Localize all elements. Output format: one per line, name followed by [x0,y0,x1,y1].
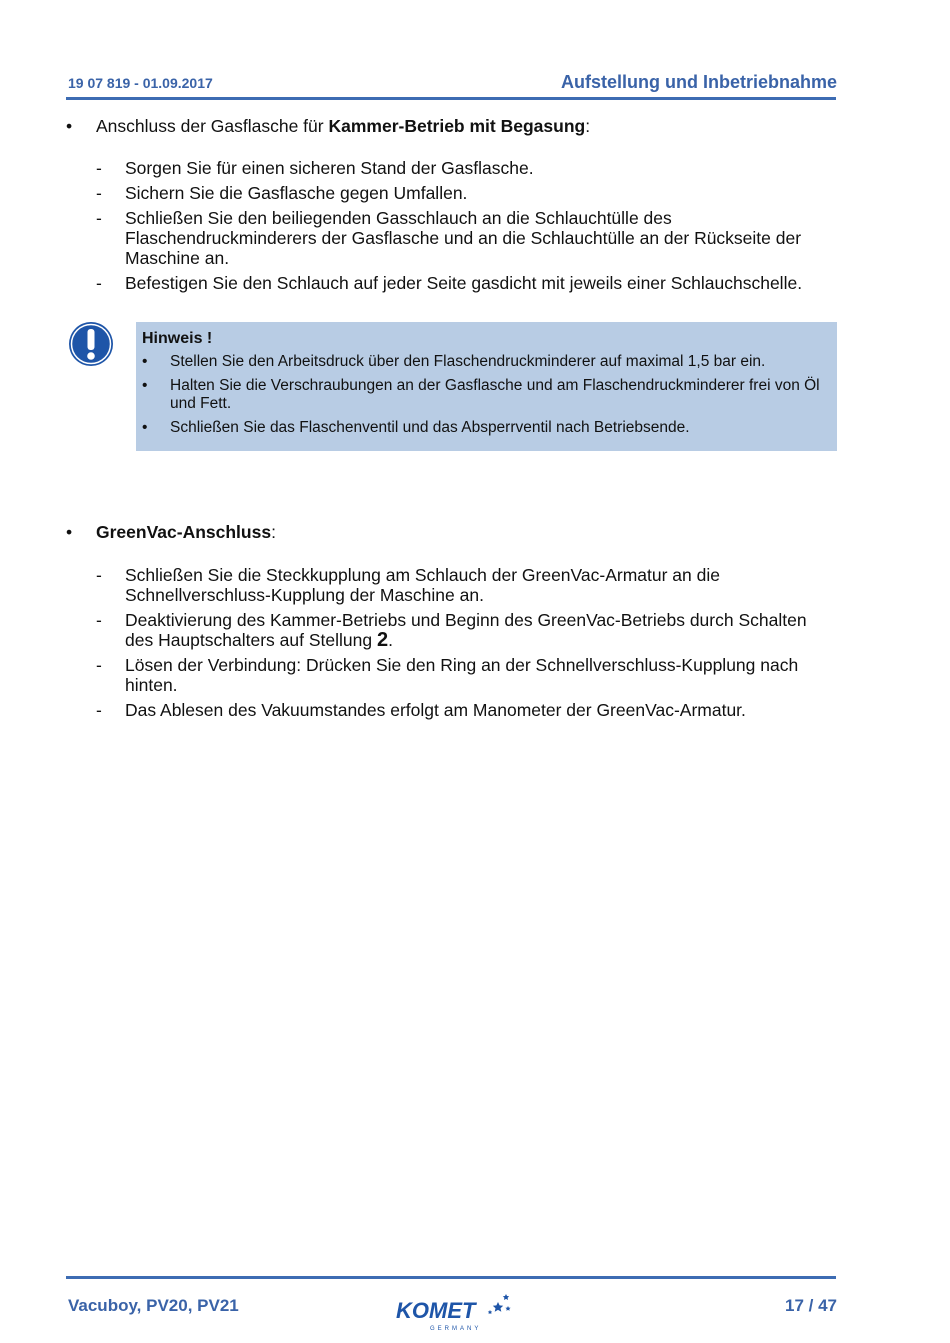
list-item-text: Schließen Sie das Flaschenventil und das Absperrventil nach Betriebsende. [170,419,690,436]
list-item [140,353,830,371]
list-item [96,565,826,605]
list-item [96,158,826,178]
list-item-text: Schließen Sie den beiliegenden Gasschlauch an die Schlauchtülle des Flaschendruckminderers der Gasflasche und an die Schlauchtülle an der Rückseite der Maschine an. [125,208,802,268]
note-title: Hinweis ! [142,330,213,347]
bullet-marker: • [66,522,73,542]
list-item [96,610,826,650]
mandatory-action-icon [68,321,114,367]
dash-marker: - [96,565,102,585]
footer-models: Vacuboy, PV20, PV21 [68,1296,239,1315]
section2-intro-bold: GreenVac-Anschluss [96,522,272,542]
list-item-text: Sichern Sie die Gasflasche gegen Umfallen. [125,183,468,203]
dash-marker: - [96,273,102,293]
list-item-text: Stellen Sie den Arbeitsdruck über den Flaschendruckminderer auf maximal 1,5 bar ein. [170,353,766,370]
list-item-text: Schließen Sie die Steckkupplung am Schlauch der GreenVac-Armatur an die Schnellverschluss-Kupplung der Maschine an. [125,565,720,605]
bullet-marker: • [142,377,148,394]
bullet-marker: • [142,419,148,436]
list-item-text: Lösen der Verbindung: Drücken Sie den Ring an der Schnellverschluss-Kupplung nach hinten. [125,655,799,695]
footer-page-number: 17 / 47 [785,1296,837,1315]
list-item [140,377,830,413]
list-item-text: Befestigen Sie den Schlauch auf jeder Seite gasdicht mit jeweils einer Schlauchschelle. [125,273,803,293]
header-doc-id: 19 07 819 - 01.09.2017 [68,75,213,91]
list-item-suffix: . [388,630,393,650]
list-item [96,273,826,293]
footer-rule [66,1276,836,1279]
list-item [96,183,826,203]
list-item-text: Deaktivierung des Kammer-Betriebs und Beginn des GreenVac-Betriebs durch Schalten des Hauptschalters auf Stellung [125,610,807,650]
dash-marker: - [96,610,102,630]
note-list [140,353,830,443]
section1-intro-suffix: : [585,116,591,136]
dash-marker: - [96,158,102,178]
section1-intro-prefix: Anschluss der Gasflasche für [96,116,329,136]
dash-marker: - [96,208,102,228]
list-item [140,419,830,437]
logo-sub: GERMANY [430,1326,482,1332]
section1-intro-bold: Kammer-Betrieb mit Begasung [328,116,586,136]
komet-logo [394,1288,514,1334]
note-box [136,322,837,451]
list-item-text: Sorgen Sie für einen sicheren Stand der Gasflasche. [125,158,534,178]
list-item [96,208,826,268]
dash-marker: - [96,700,102,720]
list-item [96,700,826,720]
logo-text: KOMET [396,1298,476,1323]
header-rule [66,97,836,100]
bullet-marker: • [66,116,73,136]
section2-steps [96,565,826,725]
dash-marker: - [96,655,102,675]
bullet-marker: • [142,353,148,370]
list-item-text: Das Ablesen des Vakuumstandes erfolgt am Manometer der GreenVac-Armatur. [125,700,746,720]
section2-intro-suffix: : [271,522,276,542]
section1-steps [96,158,826,298]
list-item-text: Halten Sie die Verschraubungen an der Gasflasche und am Flaschendruckminderer frei von Öl und Fett. [170,377,820,412]
header-section-title: Aufstellung und Inbetriebnahme [560,72,837,92]
dash-marker: - [96,183,102,203]
switch-position: 2 [376,629,389,651]
list-item [96,655,826,695]
